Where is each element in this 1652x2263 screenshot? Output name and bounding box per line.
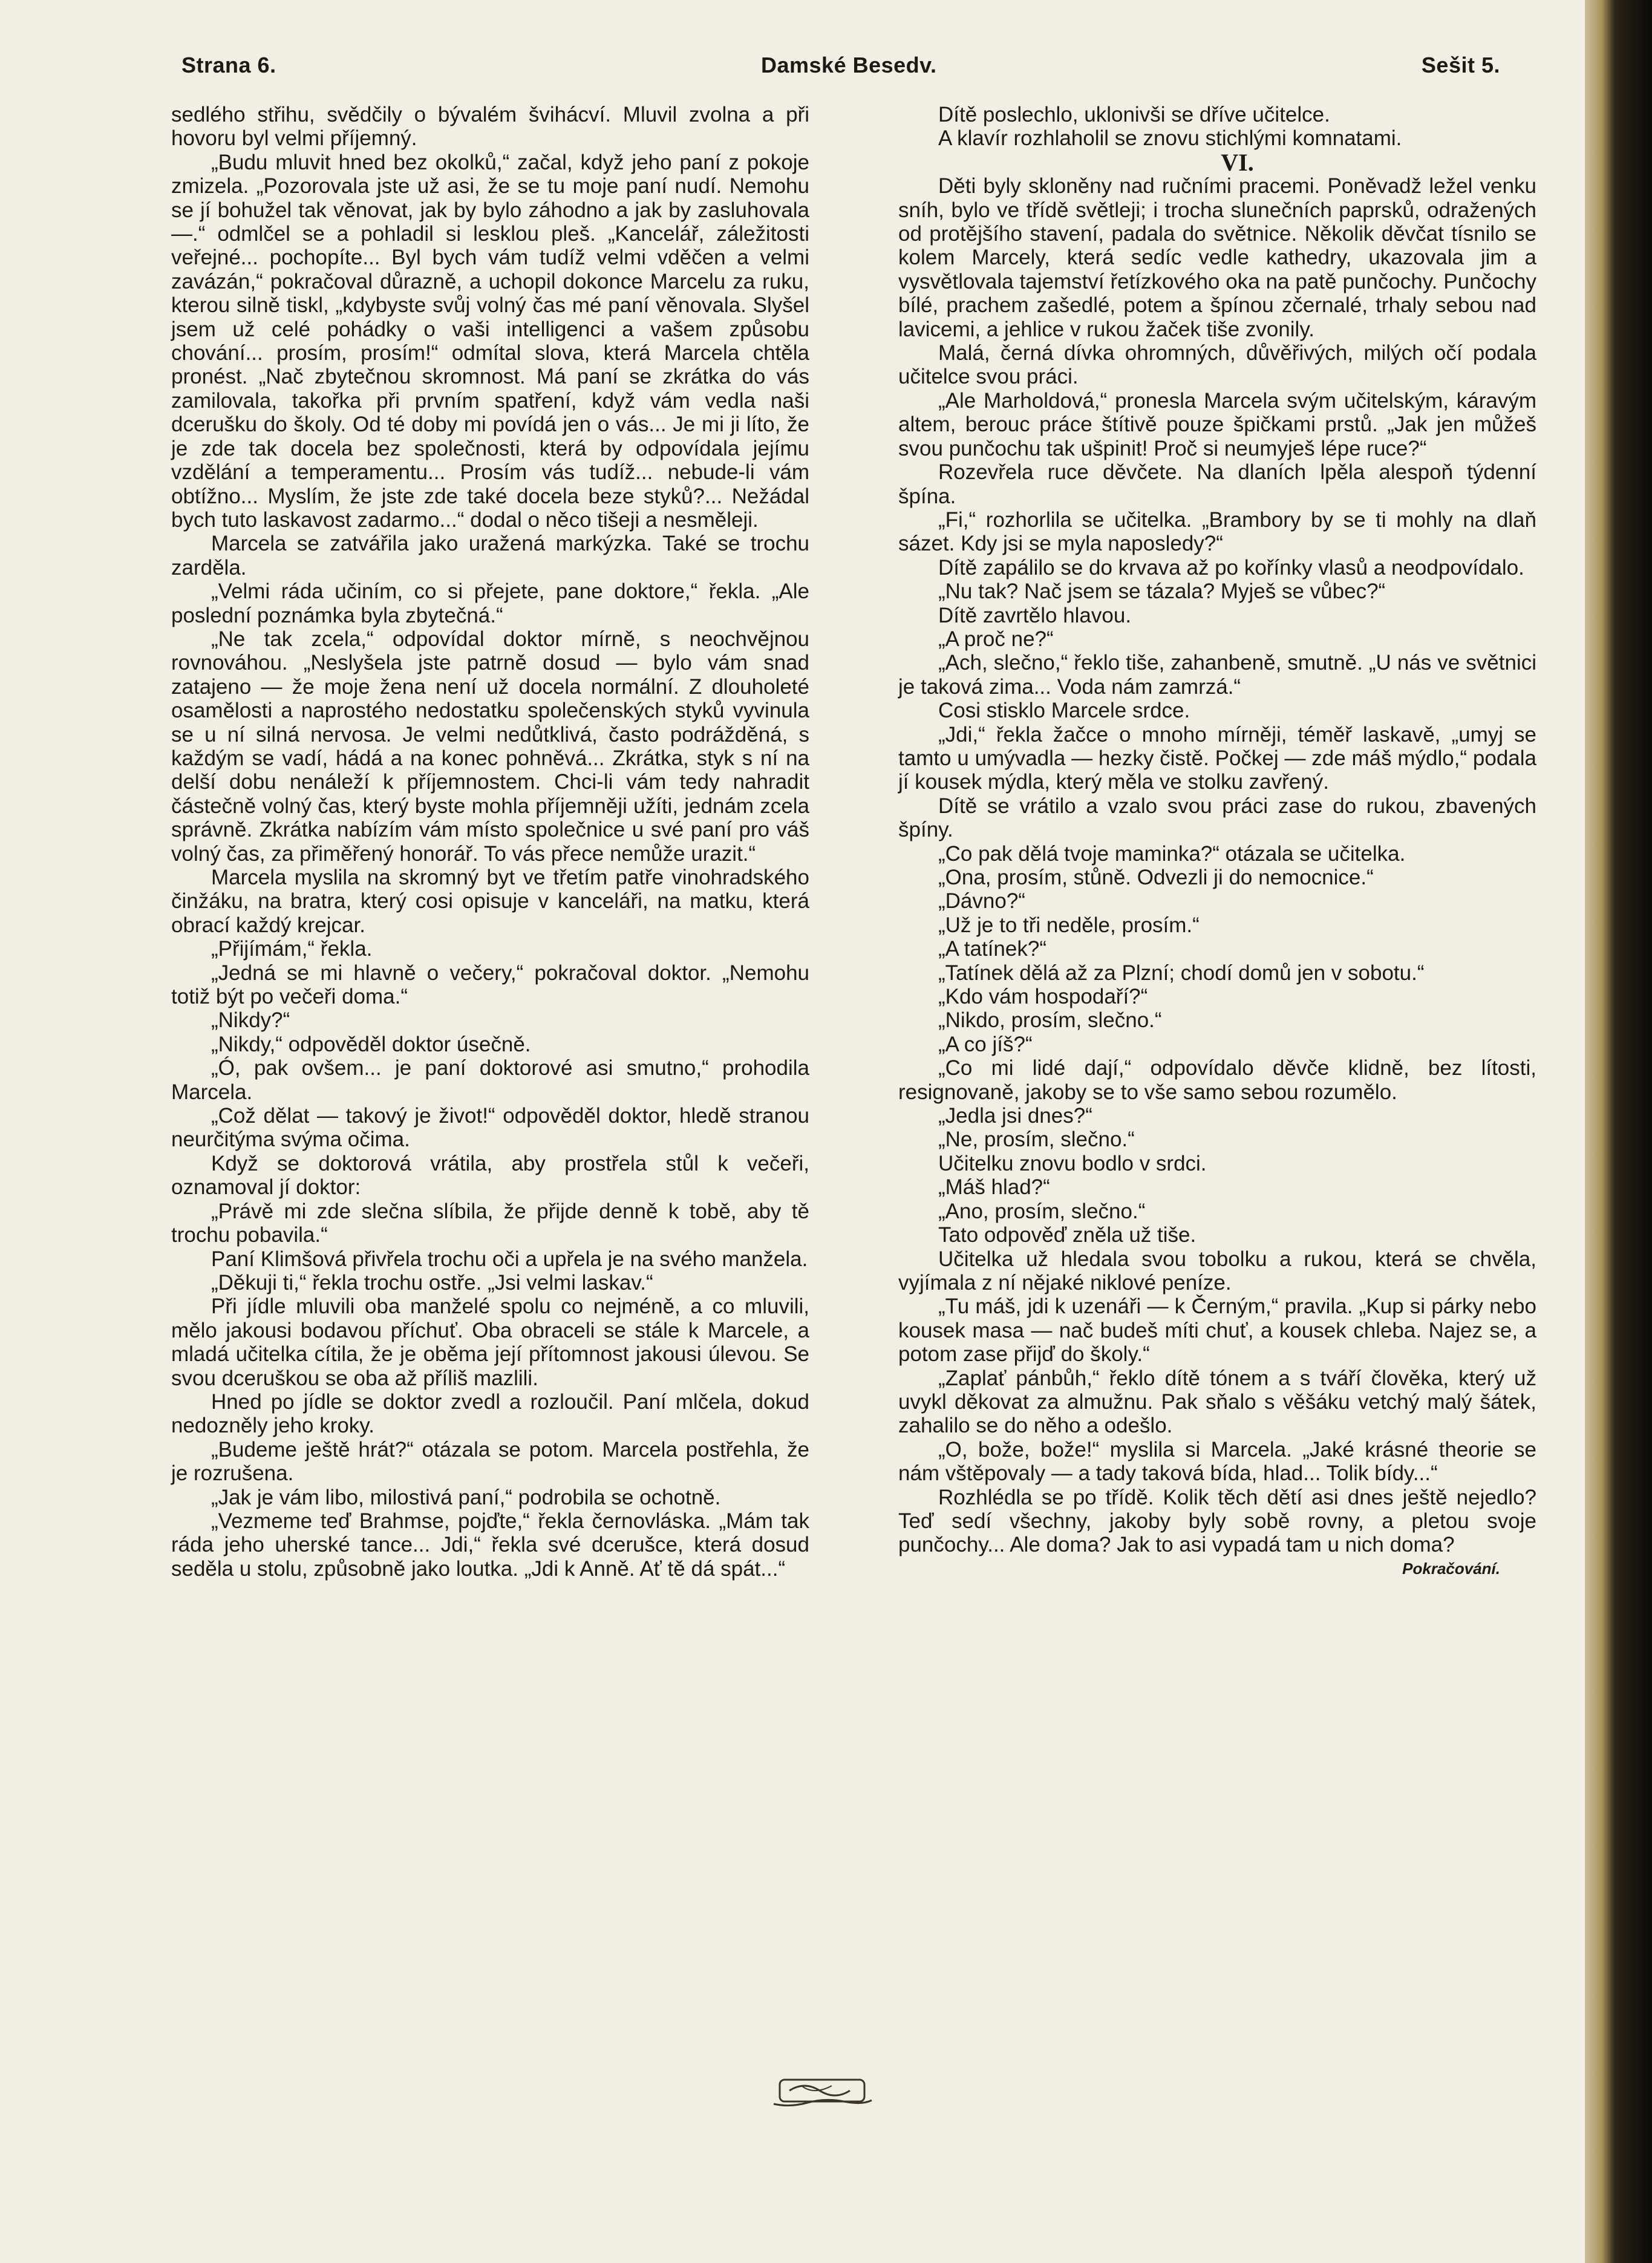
- paragraph: „Tu máš, jdi k uzenáři — k Černým,“ pravila. „Kup si párky nebo kousek masa — nač budeš míti chuť, a kousek chleba. Najez se, a potom zase přijď do školy.“: [898, 1295, 1536, 1367]
- paragraph: „Jedla jsi dnes?“: [938, 1104, 1092, 1128]
- right-column: [898, 103, 1536, 1581]
- paragraph: Malá, černá dívka ohromných, důvěřivých, milých očí podala učitelce svou práci.: [898, 341, 1536, 389]
- paragraph: „Ano, prosím, slečno.“: [938, 1199, 1146, 1223]
- paragraph: Dítě zapálilo se do krvava až po kořínky vlasů a neodpovídalo.: [938, 555, 1524, 580]
- page-header: [181, 47, 1500, 83]
- paragraph: „Fi,“ rozhorlila se učitelka. „Brambory by se ti mohly na dlaň sázet. Kdy jsi se myla naposledy?“: [898, 508, 1536, 556]
- paragraph: „Co pak dělá tvoje maminka?“ otázala se učitelka.: [938, 841, 1406, 866]
- paragraph: „Ne, prosím, slečno.“: [938, 1128, 1135, 1152]
- paragraph: „O, bože, bože!“ myslila si Marcela. „Jaké krásné theorie se nám vštěpovaly — a tady taková bída, hlad... Tolik bídy...“: [898, 1437, 1536, 1486]
- paragraph: Rozhlédla se po třídě. Kolik těch dětí asi dnes ještě nejedlo? Teď sedí všechny, jakoby byly sobě rovny, a pletou svoje punčochy... Ale doma? Jak to asi vypadá tam u nich doma?: [898, 1485, 1536, 1557]
- chapter-v-ending: [898, 103, 1536, 151]
- left-column: [171, 103, 809, 1581]
- paragraph: Paní Klimšová přivřela trochu oči a upřela je na svého manžela.: [211, 1247, 808, 1271]
- paragraph: „Ach, slečno,“ řeklo tiše, zahanbeně, smutně. „U nás ve světnici je taková zima... Voda nám zamrzá.“: [898, 651, 1536, 699]
- paragraph: Hned po jídle se doktor zvedl a rozloučil. Paní mlčela, dokud nedozněly jeho kroky.: [171, 1389, 809, 1438]
- paragraph: „Ale Marholdová,“ pronesla Marcela svým učitelským, káravým altem, berouc práce štítivě pouze špičkami prstů. „Jak jen můžeš svou punčochu tak ušpinit! Proč si neumyješ lépe ruce?“: [898, 388, 1536, 460]
- paragraph: Marcela myslila na skromný byt ve třetím patře vinohradského činžáku, na bratra, který cosi opisuje v kanceláři, na matku, která obrací každý krejcar.: [171, 866, 809, 937]
- paragraph: „A co jíš?“: [938, 1032, 1033, 1056]
- magazine-title: Damské Besedv.: [761, 53, 937, 77]
- paragraph: Dítě poslechlo, uklonivši se dříve učitelce.: [938, 103, 1330, 126]
- paragraph: „Nu tak? Nač jsem se tázala? Myješ se vůbec?“: [938, 580, 1386, 604]
- paragraph: „Jak je vám libo, milostivá paní,“ podrobila se ochotně.: [211, 1485, 721, 1509]
- continued-note: Pokračování.: [1402, 1559, 1500, 1578]
- paragraph: „Ona, prosím, stůně. Odvezli ji do nemocnice.“: [938, 866, 1374, 889]
- paragraph: sedlého střihu, svědčily o bývalém švihácví. Mluvil zvolna a při hovoru byl velmi příjemný.: [171, 103, 809, 151]
- paragraph: „Nikdy?“: [211, 1008, 290, 1033]
- paragraph: „Nikdo, prosím, slečno.“: [938, 1008, 1162, 1033]
- paragraph: „Ne tak zcela,“ odpovídal doktor mírně, s neochvějnou rovnováhou. „Neslyšela jste patrně dosud — bylo vám snad zatajeno — že moje žena není už docela normální. Z dlouholeté osamělosti a naprostého nedostatku společenských styků vyvinula se u ní silná nervosa. Je velmi nedůtklivá, často podrážděná, s každým se vadí, hádá a na konec pohněvá... Zkrátka, styk s ní na delší dobu nenáleží k příjemnostem. Chci-li vám tedy nahradit částečně volný čas, který byste mohla příjemněji užíti, jednám zcela správně. Zkrátka nabízím vám místo společnice u své paní pro váš volný čas, za přiměřený honorář. To vás přece nemůže urazit.“: [171, 627, 809, 866]
- paragraph: „Ó, pak ovšem... je paní doktorové asi smutno,“ prohodila Marcela.: [171, 1056, 809, 1104]
- paragraph: Učitelku znovu bodlo v srdci.: [938, 1151, 1207, 1175]
- paragraph: Učitelka už hledala svou tobolku a rukou, která se chvěla, vyjímala z ní nějaké niklové peníze.: [898, 1247, 1536, 1295]
- paragraph: „Právě mi zde slečna slíbila, že přijde denně k tobě, aby tě trochu pobavila.“: [171, 1199, 809, 1247]
- paragraph: Tato odpověď zněla už tiše.: [938, 1223, 1197, 1247]
- page-number: Strana 6.: [181, 53, 276, 77]
- paragraph: Dítě se vrátilo a vzalo svou práci zase do rukou, zbavených špíny.: [898, 794, 1536, 842]
- page-binding-edge: [1585, 0, 1652, 2263]
- paragraph: „Tatínek dělá až za Plzní; chodí domů jen v sobotu.“: [938, 961, 1425, 985]
- chapter-heading: VI.: [1221, 148, 1254, 176]
- paragraph: Marcela se zatvářila jako uražená markýzka. Také se trochu zarděla.: [171, 532, 809, 580]
- paragraph: „Přijímám,“ řekla.: [211, 937, 373, 961]
- paragraph: „Budeme ještě hrát?“ otázala se potom. Marcela postřehla, že je rozrušena.: [171, 1437, 809, 1486]
- paragraph: „Jedná se mi hlavně o večery,“ pokračoval doktor. „Nemohu totiž být po večeři doma.“: [171, 961, 809, 1009]
- paragraph: „Co mi lidé dají,“ odpovídalo děvče klidně, bez lítosti, resignovaně, jakoby se to vše samo sebou rozumělo.: [898, 1056, 1536, 1104]
- paragraph: „A tatínek?“: [938, 937, 1046, 961]
- paragraph: „Dávno?“: [938, 889, 1025, 913]
- paragraph: „Což dělat — takový je život!“ odpověděl doktor, hledě stranou neurčitýma svýma očima.: [171, 1104, 809, 1152]
- paragraph: „Zaplať pánbůh,“ řeklo dítě tónem a s tváří člověka, který už uvykl děkovat za almužnu. Pak sňalo s věšáku vetchý malý šátek, zahalilo se do něho a odešlo.: [898, 1366, 1536, 1438]
- paragraph: Cosi stisklo Marcele srdce.: [938, 699, 1190, 723]
- paragraph: „Děkuji ti,“ řekla trochu ostře. „Jsi velmi laskav.“: [211, 1270, 653, 1295]
- paragraph: A klavír rozhlaholil se znovu stichlými komnatami.: [938, 126, 1402, 151]
- paragraph: „Vezmeme teď Brahmse, pojďte,“ řekla černovláska. „Mám tak ráda jeho uherské tance... Jdi,“ řekla své dcerušce, která dosud seděla u stolu, způsobně jako loutka. „Jdi k Anně. Ať tě dá spát...“: [171, 1509, 809, 1581]
- issue-number: Sešit 5.: [1421, 53, 1500, 77]
- paragraph: Rozevřela ruce děvčete. Na dlaních lpěla alespoň týdenní špína.: [898, 460, 1536, 508]
- paragraph: „Kdo vám hospodaří?“: [938, 985, 1148, 1009]
- paragraph: „Budu mluvit hned bez okolků,“ začal, když jeho paní z pokoje zmizela. „Pozorovala jste už asi, že se tu moje paní nudí. Nemohu se jí bohužel tak věnovat, jak by bylo záhodno a jak by zasluhovala —.“ odmlčel se a pohladil si lesklou pleš. „Kancelář, záležitosti veřejné... pochopíte... Byl bych vám tudíž velmi vděčen a velmi zavázán,“ pokračoval důrazně, a uchopil dokonce Marcelu za ruku, kterou silně tiskl, „kdybyste svůj volný čas mé paní věnovala. Slyšel jsem už celé pohádky o vaši intelligenci a vašem způsobu chování... prosím, prosím!“ odmítal slova, která Marcela chtěla pronést. „Nač zbytečnou skromnost. Má paní se zkrátka do vás zamilovala, takořka při prvním spatření, když vám vedla naši dcerušku do školy. Od té doby mi povídá jen o vás... Je mi ji líto, že je zde tak docela bez společnosti, která by odpovídala jejímu vzdělání a temperamentu... Prosím vás tudíž... nebude-li vám obtížno... Myslím, že jste zde také docela beze styků?... Nežádal bych tuto laskavost zadarmo...“ dodal o něco tišeji a nesměleji.: [171, 150, 809, 532]
- paragraph: „Máš hlad?“: [938, 1175, 1050, 1200]
- paragraph: Když se doktorová vrátila, aby prostřela stůl k večeři, oznamoval jí doktor:: [171, 1151, 809, 1200]
- paragraph: „Velmi ráda učiním, co si přejete, pane doktore,“ řekla. „Ale poslední poznámka byla zbytečná.“: [171, 580, 809, 627]
- chapter-vi-text: [898, 174, 1536, 1557]
- paragraph: „Už je to tři neděle, prosím.“: [938, 913, 1200, 937]
- paragraph: Děti byly skloněny nad ručními pracemi. Poněvadž ležel venku sníh, bylo ve třídě světleji; i trocha slunečních paprsků, odražených od protějšího stavení, padala do světnice. Několik děvčat tísnilo se kolem Marcely, která sedíc vedle kathedry, ukazovala jim a vysvětlovala tajemství řetízkového oka na patě punčochy. Punčochy bílé, prachem zašedlé, potem a špínou zčernalé, trhaly sebou nad lavicemi, a jehlice v rukou žaček tiše zvonily.: [898, 174, 1536, 341]
- ornament-icon: [771, 2074, 874, 2111]
- paragraph: „Nikdy,“ odpověděl doktor úsečně.: [211, 1032, 531, 1056]
- paragraph: Dítě zavrtělo hlavou.: [938, 603, 1132, 627]
- paragraph: „A proč ne?“: [938, 627, 1054, 651]
- paragraph: „Jdi,“ řekla žačce o mnoho mírněji, téměř laskavě, „umyj se tamto u umývadla — hezky čistě. Počkej — zde máš mýdlo,“ podala jí kousek mýdla, který měla ve stolku zavřený.: [898, 722, 1536, 794]
- paragraph: Při jídle mluvili oba manželé spolu co nejméně, a co mluvili, mělo jakousi bodavou příchuť. Oba obraceli se stále k Marcele, a mladá učitelka cítila, že je oběma její přítomnost jakousi úlevou. Se svou dceruškou se oba až příliš mazlili.: [171, 1295, 809, 1390]
